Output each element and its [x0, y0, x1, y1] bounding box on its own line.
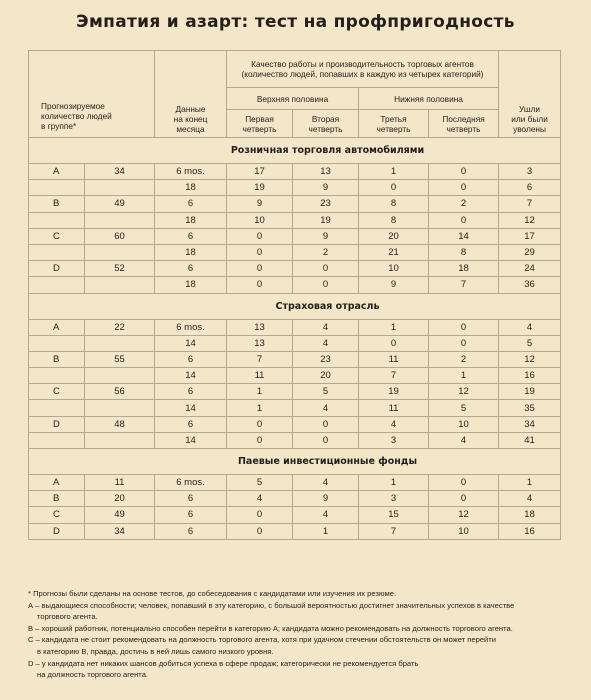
header-q1: Первая четверть — [227, 110, 293, 138]
table-cell: 6 mos. — [155, 319, 227, 335]
header-data: Данные на конец месяца — [155, 51, 227, 138]
footnotes — [28, 588, 573, 681]
header-lower-half: Нижняя половина — [359, 88, 499, 110]
table-cell: 0 — [227, 228, 293, 244]
table-cell: 5 — [227, 475, 293, 491]
table-row — [29, 244, 561, 260]
table-cell: 0 — [293, 432, 359, 448]
header-left: Ушли или были уволены — [499, 51, 561, 138]
table-row — [29, 180, 561, 196]
table-row — [29, 432, 561, 448]
table-cell: 5 — [293, 384, 359, 400]
table-cell: 21 — [359, 244, 429, 260]
table-cell: 6 mos. — [155, 164, 227, 180]
table-cell: D — [29, 523, 85, 539]
table-cell: 3 — [359, 491, 429, 507]
table-cell: 16 — [499, 368, 561, 384]
table-cell — [29, 277, 85, 293]
table-cell: 7 — [227, 351, 293, 367]
table-row — [29, 196, 561, 212]
table-cell: B — [29, 491, 85, 507]
table-cell: 49 — [85, 507, 155, 523]
table-cell — [85, 335, 155, 351]
table-cell: 13 — [293, 164, 359, 180]
table-cell: 34 — [85, 523, 155, 539]
table-cell: 4 — [359, 416, 429, 432]
table-cell: 34 — [85, 164, 155, 180]
table-cell: 0 — [429, 491, 499, 507]
table-cell: 22 — [85, 319, 155, 335]
table-cell: 9 — [293, 180, 359, 196]
table-cell: 15 — [359, 507, 429, 523]
header-group: Прогнозируемое количество людей в группе* — [29, 51, 155, 138]
table-cell — [29, 212, 85, 228]
section-header-row — [29, 449, 561, 475]
table-cell — [29, 400, 85, 416]
table-cell: 0 — [429, 164, 499, 180]
table-row — [29, 319, 561, 335]
table-cell: C — [29, 384, 85, 400]
table-cell — [85, 212, 155, 228]
table-cell — [29, 335, 85, 351]
table-cell: 14 — [429, 228, 499, 244]
header-quality: Качество работы и производительность торговых агентов (количество людей, попавших в каждую из четырех категорий) — [227, 51, 499, 88]
table-cell: 6 — [155, 491, 227, 507]
table-cell: 12 — [499, 351, 561, 367]
table-cell: 0 — [359, 335, 429, 351]
table-cell: 0 — [227, 507, 293, 523]
table-cell: 14 — [155, 335, 227, 351]
table-cell — [85, 244, 155, 260]
table-cell: 13 — [227, 319, 293, 335]
table-cell: 0 — [227, 244, 293, 260]
table-row — [29, 384, 561, 400]
table-cell: 9 — [293, 228, 359, 244]
table-cell: 1 — [359, 475, 429, 491]
table-cell: 0 — [429, 335, 499, 351]
table-cell: 14 — [155, 368, 227, 384]
table-cell: 3 — [499, 164, 561, 180]
table-cell: 0 — [429, 475, 499, 491]
table-cell: 0 — [429, 319, 499, 335]
table-cell: 9 — [227, 196, 293, 212]
table-cell: 2 — [429, 196, 499, 212]
table-cell: 11 — [359, 400, 429, 416]
table-cell: 8 — [359, 196, 429, 212]
table-cell: 0 — [227, 261, 293, 277]
table-cell: 55 — [85, 351, 155, 367]
table-cell: 4 — [227, 491, 293, 507]
table-cell: 4 — [499, 319, 561, 335]
table-cell: 6 mos. — [155, 475, 227, 491]
table-cell: 10 — [429, 523, 499, 539]
table-cell: 7 — [359, 368, 429, 384]
table-cell: 10 — [227, 212, 293, 228]
table-cell: 6 — [155, 523, 227, 539]
table-cell: 0 — [293, 261, 359, 277]
table-cell: 2 — [293, 244, 359, 260]
table-cell: 4 — [293, 335, 359, 351]
table-cell: 1 — [227, 400, 293, 416]
table-cell: 0 — [227, 416, 293, 432]
table-cell: 4 — [293, 475, 359, 491]
table-cell — [85, 432, 155, 448]
footnote-line: В – хороший работник, потенциально способен перейти в категорию А; кандидата можно рекомендовать на должность торгового агента. — [28, 623, 513, 633]
table-cell: 49 — [85, 196, 155, 212]
table-cell: 0 — [293, 277, 359, 293]
table-cell: 16 — [499, 523, 561, 539]
table-cell — [85, 180, 155, 196]
table-cell: 41 — [499, 432, 561, 448]
table-cell: 7 — [499, 196, 561, 212]
table-cell: 0 — [293, 416, 359, 432]
table-row — [29, 164, 561, 180]
table-cell: 13 — [227, 335, 293, 351]
table-cell: 10 — [429, 416, 499, 432]
table-cell: C — [29, 507, 85, 523]
table-cell: 4 — [293, 400, 359, 416]
table-cell: 35 — [499, 400, 561, 416]
table-cell: B — [29, 351, 85, 367]
table-body — [29, 138, 561, 540]
table-cell: A — [29, 475, 85, 491]
header-q4: Последняя четверть — [429, 110, 499, 138]
table-cell: A — [29, 319, 85, 335]
table-row — [29, 475, 561, 491]
footnote-line: С – кандидата не стоит рекомендовать на должность торгового агента, хотя при удачном стечении обстоятельств он может перейти — [28, 635, 497, 645]
table-cell: 18 — [155, 277, 227, 293]
table-cell — [85, 368, 155, 384]
table-cell: 1 — [359, 319, 429, 335]
table-row — [29, 416, 561, 432]
table-cell: 11 — [227, 368, 293, 384]
table-cell: 6 — [155, 261, 227, 277]
table-row — [29, 261, 561, 277]
table-cell: 48 — [85, 416, 155, 432]
table-cell — [29, 432, 85, 448]
table-cell: 5 — [429, 400, 499, 416]
table-cell: 10 — [359, 261, 429, 277]
table-row — [29, 400, 561, 416]
table-cell: 1 — [359, 164, 429, 180]
table-cell: 9 — [359, 277, 429, 293]
table-cell: 19 — [359, 384, 429, 400]
table-cell: 1 — [499, 475, 561, 491]
table-row — [29, 277, 561, 293]
table-cell: 1 — [227, 384, 293, 400]
table-cell: 17 — [227, 164, 293, 180]
table-cell: 17 — [499, 228, 561, 244]
header-upper-half: Верхняя половина — [227, 88, 359, 110]
table-cell: 12 — [429, 507, 499, 523]
table-cell: 7 — [429, 277, 499, 293]
table-cell: 0 — [429, 180, 499, 196]
footnote-line: D – у кандидата нет никаких шансов добиться успеха в сфере продаж; категорически не рекомендуется брать — [28, 658, 419, 668]
footnote-line: А – выдающиеся способности; человек, попавший в эту категорию, с большой вероятностью достигнет значительных успехов в качестве — [28, 600, 515, 610]
table-cell: 4 — [429, 432, 499, 448]
table-cell: 34 — [499, 416, 561, 432]
table-row — [29, 523, 561, 539]
table-cell: 12 — [429, 384, 499, 400]
table-cell: 19 — [293, 212, 359, 228]
table-cell: 2 — [429, 351, 499, 367]
section-title: Страховая отрасль — [227, 293, 429, 319]
table-cell: 6 — [155, 384, 227, 400]
table-cell: 6 — [155, 351, 227, 367]
table-cell: 23 — [293, 351, 359, 367]
table-cell: 0 — [227, 277, 293, 293]
table-cell: 52 — [85, 261, 155, 277]
table-cell: 0 — [227, 432, 293, 448]
table-cell: 18 — [155, 244, 227, 260]
table-cell: 11 — [359, 351, 429, 367]
section-header-row — [29, 138, 561, 164]
table-cell: 4 — [293, 319, 359, 335]
table-cell: B — [29, 196, 85, 212]
table-cell: A — [29, 164, 85, 180]
footnote-line: в категорию В, правда, достичь в ней лишь самого низкого уровня. — [37, 646, 274, 656]
table-row — [29, 507, 561, 523]
table-cell: 60 — [85, 228, 155, 244]
table-cell — [29, 368, 85, 384]
table-cell: 56 — [85, 384, 155, 400]
table-cell: 6 — [155, 228, 227, 244]
table-cell: 29 — [499, 244, 561, 260]
table-cell: 14 — [155, 400, 227, 416]
table-cell: 6 — [499, 180, 561, 196]
page-title: Эмпатия и азарт: тест на профпригодность — [76, 12, 515, 32]
table-cell: C — [29, 228, 85, 244]
table-cell: 8 — [429, 244, 499, 260]
table-cell: 19 — [227, 180, 293, 196]
table-cell: 23 — [293, 196, 359, 212]
table-cell: 4 — [293, 507, 359, 523]
table-cell: 7 — [359, 523, 429, 539]
table-cell: 0 — [359, 180, 429, 196]
table-cell: 12 — [499, 212, 561, 228]
table-cell: 3 — [359, 432, 429, 448]
table-cell: 18 — [429, 261, 499, 277]
footnote-line: на должность торгового агента. — [37, 670, 149, 680]
table-cell: 36 — [499, 277, 561, 293]
table-row — [29, 491, 561, 507]
table-cell: 1 — [293, 523, 359, 539]
table-cell: 5 — [499, 335, 561, 351]
table-row — [29, 335, 561, 351]
table-cell: D — [29, 261, 85, 277]
table-cell — [29, 180, 85, 196]
table-cell: 18 — [499, 507, 561, 523]
table-cell: 11 — [85, 475, 155, 491]
table-cell: D — [29, 416, 85, 432]
section-header-row — [29, 293, 561, 319]
table-cell: 0 — [227, 523, 293, 539]
table-cell: 18 — [155, 180, 227, 196]
table-row — [29, 212, 561, 228]
table-row — [29, 368, 561, 384]
table-cell: 1 — [429, 368, 499, 384]
table-cell — [29, 244, 85, 260]
table-cell: 19 — [499, 384, 561, 400]
header-q3: Третья четверть — [359, 110, 429, 138]
footnote-line: торгового агента. — [37, 612, 98, 622]
table-cell: 8 — [359, 212, 429, 228]
footnote-line: * Прогнозы были сделаны на основе тестов, до собеседования с кандидатами или изучения их резюме. — [28, 589, 397, 598]
header-q2: Вторая четверть — [293, 110, 359, 138]
table-cell: 6 — [155, 507, 227, 523]
table-cell: 6 — [155, 416, 227, 432]
table-cell: 24 — [499, 261, 561, 277]
table-cell: 6 — [155, 196, 227, 212]
section-title: Паевые инвестиционные фонды — [227, 449, 429, 475]
table-cell: 0 — [429, 212, 499, 228]
table-cell: 4 — [499, 491, 561, 507]
table-cell: 20 — [359, 228, 429, 244]
table-cell: 9 — [293, 491, 359, 507]
table-row — [29, 228, 561, 244]
section-title: Розничная торговля автомобилями — [227, 138, 429, 164]
results-table — [28, 50, 561, 540]
table-cell — [85, 277, 155, 293]
table-row — [29, 351, 561, 367]
table-cell: 14 — [155, 432, 227, 448]
table-cell: 18 — [155, 212, 227, 228]
table-cell: 20 — [85, 491, 155, 507]
table-cell: 20 — [293, 368, 359, 384]
table-cell — [85, 400, 155, 416]
